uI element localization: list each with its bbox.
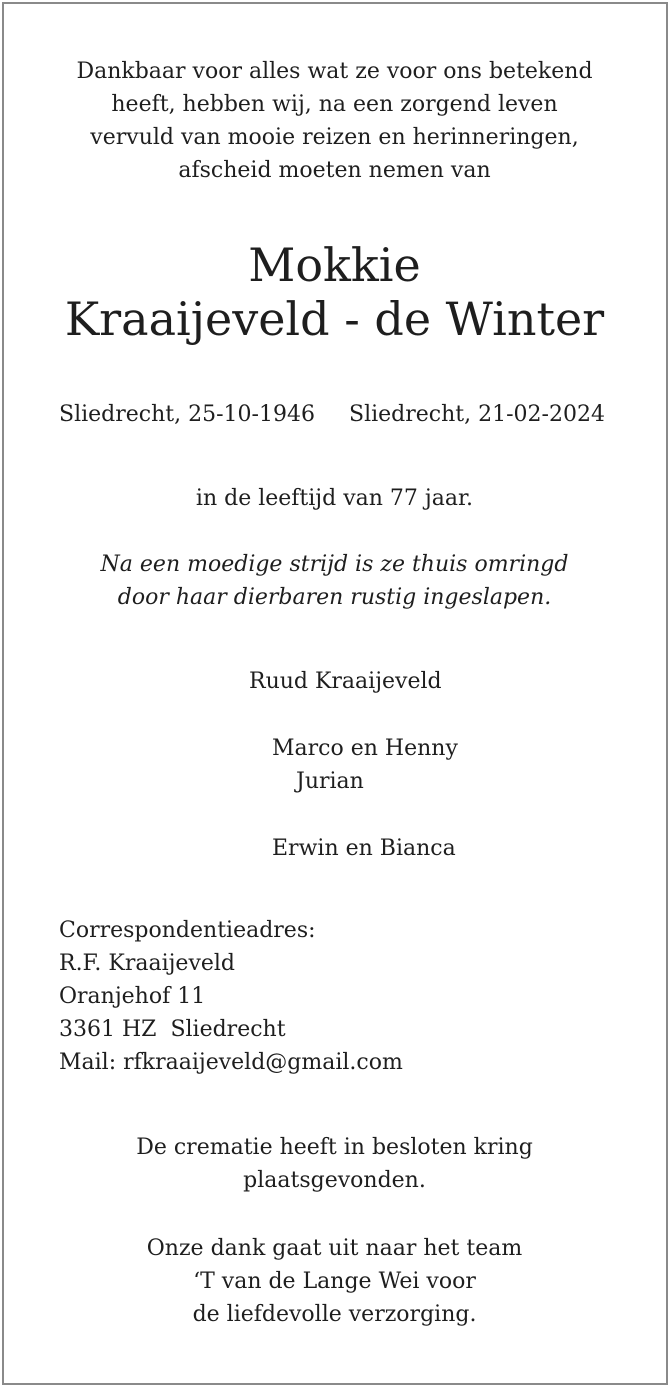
death-date: Sliedrecht, 21-02-2024 <box>349 402 605 427</box>
intro-line: Dankbaar voor alles wat ze voor ons betekend <box>76 59 593 84</box>
family-child-2: Erwin en Bianca <box>272 836 456 861</box>
correspondence-city: 3361 HZ Sliedrecht <box>59 1017 286 1042</box>
thanks-line: de liefdevolle verzorging. <box>192 1302 477 1327</box>
quote-line: door haar dierbaren rustig ingeslapen. <box>117 585 552 610</box>
correspondence-heading: Correspondentieadres: <box>59 918 316 943</box>
quote-text <box>0 548 669 614</box>
intro-text <box>0 55 669 187</box>
correspondence-street: Oranjehof 11 <box>59 984 206 1009</box>
thanks-line: Onze dank gaat uit naar het team <box>146 1236 523 1261</box>
intro-line: heeft, hebben wij, na een zorgend leven <box>111 92 558 117</box>
family-spouse: Ruud Kraaijeveld <box>249 669 442 694</box>
family-grandchild-1: Jurian <box>296 769 364 794</box>
intro-line: afscheid moeten nemen van <box>178 158 491 183</box>
age-text <box>0 482 669 515</box>
deceased-full-name: Kraaijeveld - de Winter <box>64 292 605 346</box>
quote-line: Na een moedige strijd is ze thuis omringd <box>100 552 569 577</box>
cremation-line: plaatsgevonden. <box>243 1168 426 1193</box>
cremation-line: De crematie heeft in besloten kring <box>136 1135 533 1160</box>
intro-line: vervuld van mooie reizen en herinneringen, <box>90 125 579 150</box>
age-line: in de leeftijd van 77 jaar. <box>195 486 474 511</box>
deceased-first-name: Mokkie <box>248 238 421 292</box>
family-child-1: Marco en Henny <box>272 736 458 761</box>
birth-date: Sliedrecht, 25-10-1946 <box>59 402 315 427</box>
deceased-name <box>0 238 669 346</box>
thanks-line: ‘T van de Lange Wei voor <box>193 1269 476 1294</box>
correspondence-name: R.F. Kraaijeveld <box>59 951 236 976</box>
correspondence-address <box>59 914 403 1079</box>
correspondence-mail: Mail: rfkraaijeveld@gmail.com <box>59 1050 403 1075</box>
thanks-text <box>0 1232 669 1331</box>
cremation-text <box>0 1131 669 1197</box>
